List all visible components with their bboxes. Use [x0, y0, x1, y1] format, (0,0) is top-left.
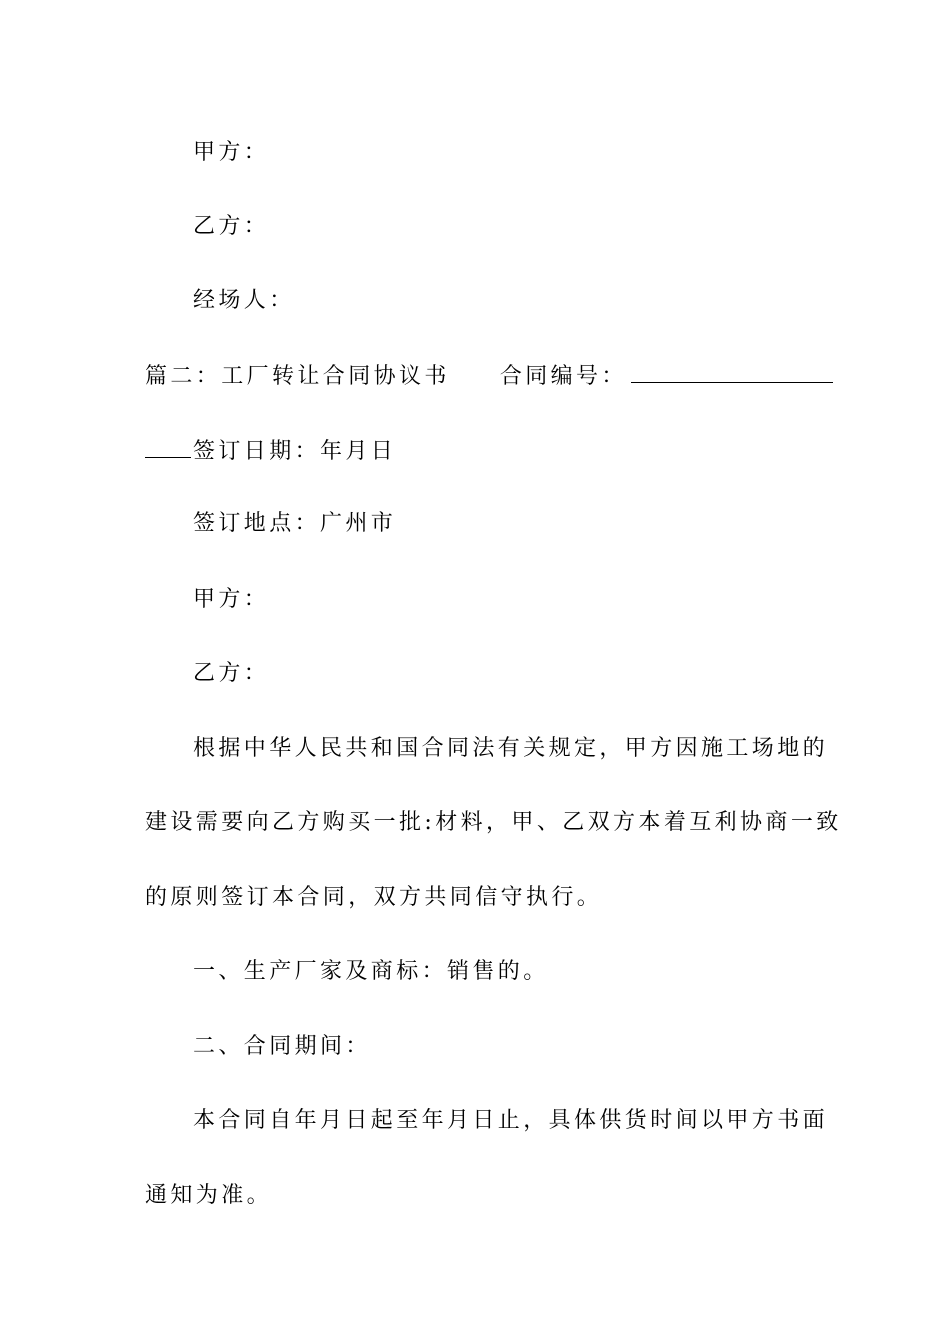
clause-2: 二、合同期间： [193, 1034, 371, 1059]
paragraph-1-line-2: 建设需要向乙方购买一批:材料，甲、乙双方本着互利协商一致 [145, 810, 842, 835]
handler-line: 经场人： [193, 288, 295, 313]
sign-place-line: 签订地点：广州市 [193, 511, 397, 536]
party-b-line: 乙方： [193, 214, 270, 239]
section-title: 篇二：工厂转让合同协议书 [145, 364, 450, 389]
contract-no-label: 合同编号： [499, 364, 627, 389]
paragraph-1-line-3: 的原则签订本合同，双方共同信守执行。 [145, 885, 603, 910]
sign-date-line [145, 435, 810, 467]
paragraph-2-line-1: 本合同自年月日起至年月日止，具体供货时间以甲方书面 [193, 1108, 829, 1133]
contract-no-blank-continued [145, 435, 191, 458]
contract-no-blank [631, 360, 833, 383]
paragraph-2-line-2: 通知为准。 [145, 1183, 273, 1208]
sign-date: 签订日期：年月日 [193, 439, 397, 464]
paragraph-1-line-1: 根据中华人民共和国合同法有关规定，甲方因施工场地的 [193, 736, 829, 761]
party-a-line: 甲方： [193, 140, 270, 165]
section-title-line [145, 360, 810, 392]
clause-1: 一、生产厂家及商标：销售的。 [193, 959, 549, 984]
party-b-line-2: 乙方： [193, 661, 270, 686]
party-a-line-2: 甲方： [193, 587, 270, 612]
